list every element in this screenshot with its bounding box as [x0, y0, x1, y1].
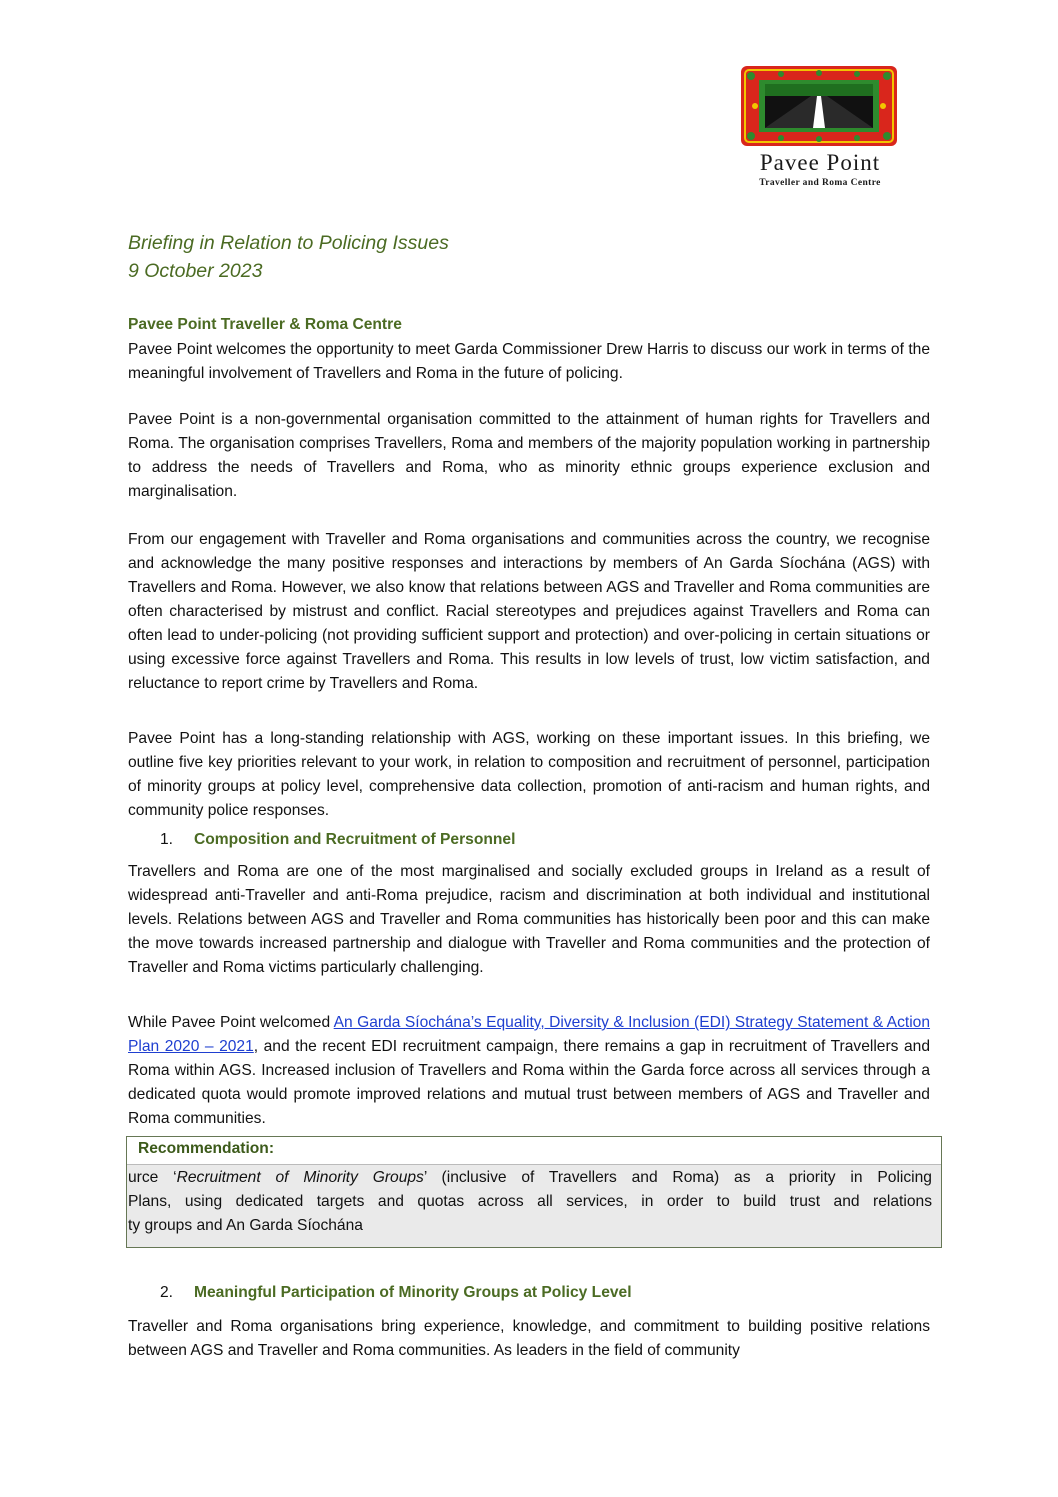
section-1-title: Composition and Recruitment of Personnel [194, 831, 516, 848]
recommendation-emphasis: Recruitment of Minority Groups [176, 1169, 424, 1186]
section-1-paragraph-2 [128, 1011, 930, 1131]
recommendation-text: urce ‘ [128, 1169, 177, 1186]
paragraph-text: , and the recent EDI recruitment campaign, there remains a gap in recruitment of Travellers and Roma within AGS. Increased inclusion of Travellers and Roma within the Garda force across all services through a dedicated quota would promote improved relations and mutual trust between members of AGS and Traveller and Roma communities. [128, 1038, 930, 1127]
intro-heading: Pavee Point Traveller & Roma Centre [128, 316, 402, 333]
intro-paragraph-2: Pavee Point is a non-governmental organisation committed to the attainment of human rights for Travellers and Roma. The organisation comprises Travellers, Roma and members of the majority population working in partnership to address the needs of Travellers and Roma, who as minority ethnic groups experience exclusion and marginalisation. [128, 411, 930, 500]
recommendation-text: ’ (inclusive of Travellers and Roma) as a priority in Policing [423, 1169, 932, 1186]
recommendation-box [126, 1136, 942, 1248]
section-2-paragraph-1: Traveller and Roma organisations bring experience, knowledge, and commitment to building positive relations between AGS and Traveller and Roma communities. As leaders in the field of community [128, 1318, 930, 1359]
recommendation-label: Recommendation: [138, 1140, 275, 1157]
logo-subtitle: Traveller and Roma Centre [759, 178, 881, 188]
paragraph-text: While Pavee Point welcomed [128, 1014, 334, 1031]
section-2-heading [160, 1284, 632, 1302]
intro-paragraph-3: From our engagement with Traveller and Roma organisations and communities across the country, we recognise and acknowledge the many positive responses and interactions by members of An Garda Síochána (AGS) with Travellers and Roma. However, we also know that relations between AGS and Traveller and Roma communities are often characterised by mistrust and conflict. Racial stereotypes and prejudices against Travellers and Roma can often lead to under-policing (not providing sufficient support and protection) and over-policing in certain situations or using excessive force against Travellers and Roma. This results in low levels of trust, low victim satisfaction, and reluctance to report crime by Travellers and Roma. [128, 531, 930, 692]
intro-paragraph-4: Pavee Point has a long-standing relationship with AGS, working on these important issues. In this briefing, we outline five key priorities relevant to your work, in relation to composition and recruitment of personnel, participation of minority groups at policy level, comprehensive data collection, promotion of anti-racism and human rights, and community police responses. [128, 730, 930, 819]
recommendation-line-1 [128, 1169, 932, 1187]
section-2-number: 2. [160, 1284, 174, 1301]
document-date: 9 October 2023 [128, 260, 263, 282]
recommendation-header [127, 1137, 941, 1163]
document-title: Briefing in Relation to Policing Issues [128, 232, 449, 254]
pavee-point-logo [739, 64, 901, 192]
recommendation-line-2: Plans, using dedicated targets and quotas across all services, in order to build trust and relations [128, 1193, 932, 1210]
recommendation-body [127, 1164, 941, 1248]
section-2-title: Meaningful Participation of Minority Groups at Policy Level [194, 1284, 632, 1301]
logo-name: Pavee Point [759, 150, 881, 175]
intro-paragraph-1: Pavee Point welcomes the opportunity to meet Garda Commissioner Drew Harris to discuss our work in terms of the meaningful involvement of Travellers and Roma in the future of policing. [128, 341, 930, 382]
recommendation-line-3: ty groups and An Garda Síochána [128, 1217, 363, 1234]
section-1-number: 1. [160, 831, 174, 848]
logo-emblem-icon [741, 66, 897, 146]
edi-strategy-link[interactable]: An Garda Síochána’s Equality, Diversity & Inclusion (EDI) Strategy Statement & Action Plan 2020 – 2021 [128, 1014, 931, 1055]
section-1-heading [160, 831, 515, 849]
section-1-paragraph-1: Travellers and Roma are one of the most marginalised and socially excluded groups in Ireland as a result of widespread anti-Traveller and anti-Roma prejudice, racism and discrimination at both individual and institutional levels. Relations between AGS and Traveller and Roma communities has historically been poor and this can make the move towards increased partnership and dialogue with Traveller and Roma communities and the protection of Traveller and Roma victims particularly challenging. [128, 863, 930, 976]
